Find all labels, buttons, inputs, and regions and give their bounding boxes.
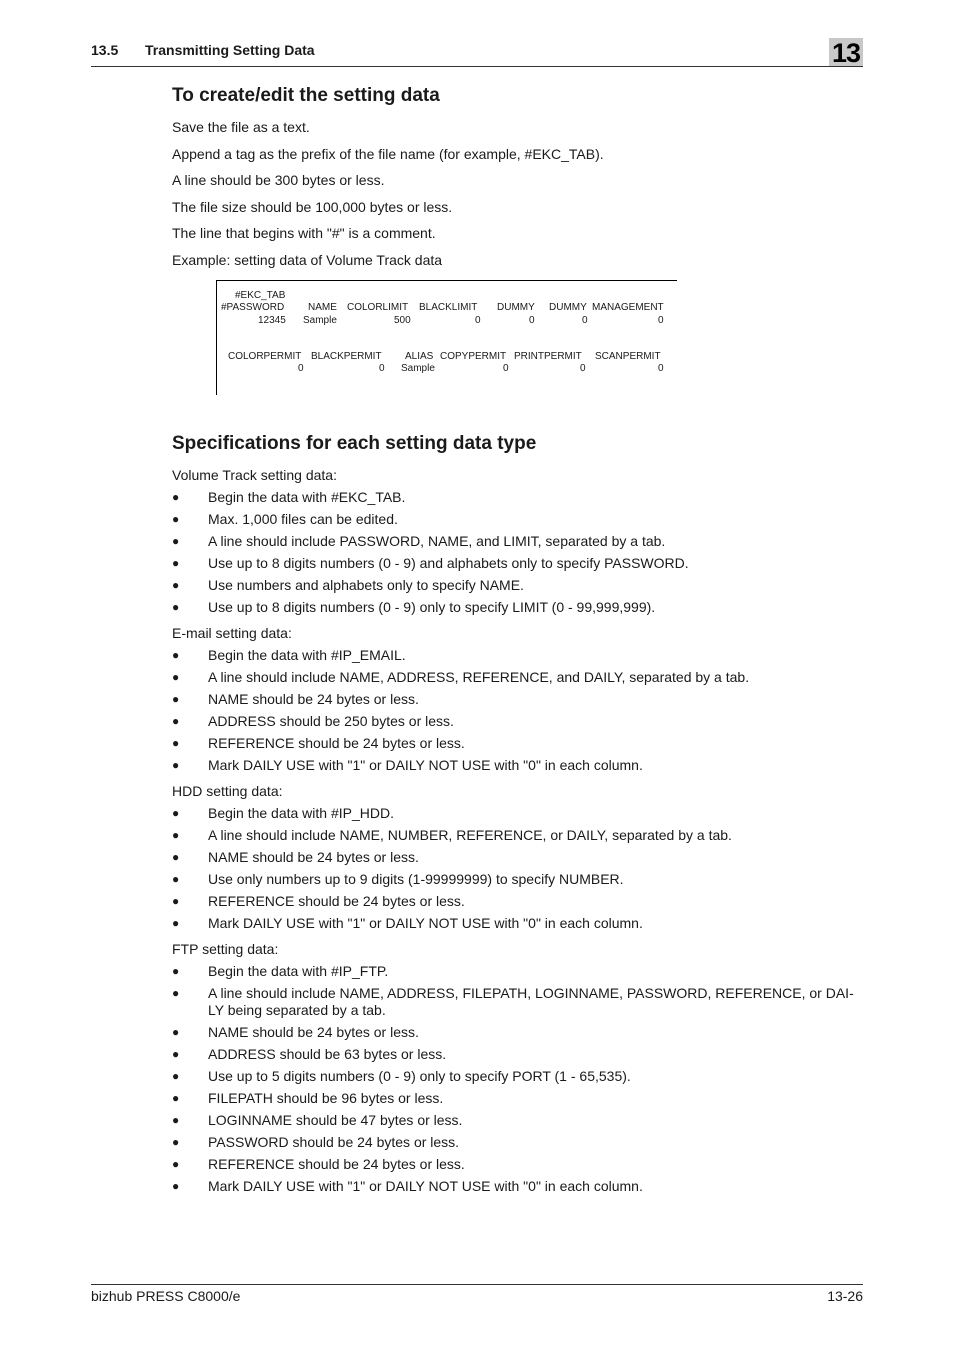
list-item [172, 669, 864, 686]
list-item-text: Max. 1,000 files can be edited. [208, 510, 398, 527]
spec-group-title: HDD setting data: [172, 782, 283, 799]
list-item [172, 647, 864, 664]
list-item [172, 1024, 864, 1041]
paragraph: Example: setting data of Volume Track data [172, 251, 443, 268]
bullet-icon: ● [172, 577, 180, 592]
figure-header: COPYPERMIT [440, 350, 507, 362]
list-item [172, 1178, 864, 1195]
figure-value: 0 [475, 314, 481, 326]
list-item [172, 533, 864, 550]
product-name: bizhub PRESS C8000/e [91, 1288, 241, 1304]
figure-value: 0 [582, 314, 588, 326]
bullet-icon: ● [172, 691, 180, 706]
spec-list [172, 805, 864, 932]
figure-value: 0 [658, 362, 664, 374]
list-item-text: REFERENCE should be 24 bytes or less. [208, 892, 465, 909]
main-content [172, 84, 864, 1204]
list-item-text: ADDRESS should be 250 bytes or less. [208, 712, 454, 729]
list-item [172, 757, 864, 774]
list-item [172, 489, 864, 506]
list-item [172, 963, 864, 980]
bullet-icon: ● [172, 963, 180, 978]
spec-group-title: FTP setting data: [172, 940, 279, 957]
page-number: 13-26 [827, 1288, 863, 1304]
figure-header: COLORPERMIT [228, 350, 302, 362]
list-item [172, 735, 864, 752]
bullet-icon: ● [172, 1090, 180, 1105]
bullet-icon: ● [172, 985, 180, 1000]
bullet-icon: ● [172, 915, 180, 930]
section-title: Transmitting Setting Data [145, 42, 315, 58]
figure-header: DUMMY [497, 301, 535, 313]
bullet-icon: ● [172, 599, 180, 614]
figure-value: 12345 [258, 314, 286, 326]
list-item-text: FILEPATH should be 96 bytes or less. [208, 1089, 444, 1106]
figure-value: Sample [303, 314, 337, 326]
figure-header: MANAGEMENT [592, 301, 664, 313]
bullet-icon: ● [172, 489, 180, 504]
bullet-icon: ● [172, 871, 180, 886]
spec-group-title: E-mail setting data: [172, 624, 292, 641]
figure-value: 0 [379, 362, 385, 374]
list-item-text: Begin the data with #IP_HDD. [208, 804, 394, 821]
bullet-icon: ● [172, 511, 180, 526]
paragraph: Save the file as a text. [172, 119, 310, 135]
bullet-icon: ● [172, 1024, 180, 1039]
paragraph: Append a tag as the prefix of the file name (for example, #EKC_TAB). [172, 145, 604, 162]
section-number: 13.5 [91, 42, 119, 58]
paragraph: The file size should be 100,000 bytes or less. [172, 198, 453, 215]
list-item-text: Use numbers and alphabets only to specify NAME. [208, 576, 524, 593]
list-item-text: NAME should be 24 bytes or less. [208, 1023, 419, 1040]
figure-header: ALIAS [405, 350, 434, 362]
figure-value: 0 [503, 362, 509, 374]
list-item [172, 691, 864, 708]
list-item-text: Begin the data with #EKC_TAB. [208, 488, 406, 505]
list-item-text: A line should include PASSWORD, NAME, and LIMIT, separated by a tab. [208, 532, 666, 549]
list-item [172, 915, 864, 932]
figure-value: Sample [401, 362, 435, 374]
figure-header: BLACKPERMIT [311, 350, 382, 362]
bullet-icon: ● [172, 1046, 180, 1061]
list-item-text: A line should include NAME, ADDRESS, FILEPATH, LOGINNAME, PASSWORD, REFERENCE, or DAI-LY being separated by a tab. [208, 984, 854, 1018]
list-item [172, 599, 864, 616]
list-item [172, 1156, 864, 1173]
bullet-icon: ● [172, 893, 180, 908]
list-item-text: PASSWORD should be 24 bytes or less. [208, 1133, 460, 1150]
figure-header: COLORLIMIT [347, 301, 409, 313]
figure-value: 0 [580, 362, 586, 374]
bullet-icon: ● [172, 1068, 180, 1083]
list-item [172, 893, 864, 910]
figure-value: 0 [529, 314, 535, 326]
bullet-icon: ● [172, 1134, 180, 1149]
figure-value: 0 [658, 314, 664, 326]
spec-list [172, 647, 864, 774]
list-item-text: Mark DAILY USE with "1" or DAILY NOT USE with "0" in each column. [208, 756, 643, 773]
figure-header: #PASSWORD [221, 301, 285, 313]
list-item-text: REFERENCE should be 24 bytes or less. [208, 1155, 465, 1172]
spec-list [172, 963, 864, 1195]
figure-header: DUMMY [549, 301, 587, 313]
figure-header: PRINTPERMIT [514, 350, 582, 362]
list-item-text: NAME should be 24 bytes or less. [208, 690, 419, 707]
bullet-icon: ● [172, 735, 180, 750]
paragraph: The line that begins with "#" is a comment. [172, 225, 436, 241]
list-item [172, 555, 864, 572]
list-item [172, 805, 864, 822]
bullet-icon: ● [172, 713, 180, 728]
list-item [172, 871, 864, 888]
list-item-text: ADDRESS should be 63 bytes or less. [208, 1045, 447, 1062]
bullet-icon: ● [172, 757, 180, 772]
list-item [172, 1134, 864, 1151]
list-item-text: A line should include NAME, NUMBER, REFERENCE, or DAILY, separated by a tab. [208, 826, 732, 843]
list-item-text: Use up to 5 digits numbers (0 - 9) only to specify PORT (1 - 65,535). [208, 1067, 631, 1084]
list-item-text: A line should include NAME, ADDRESS, REFERENCE, and DAILY, separated by a tab. [208, 668, 750, 685]
page-header [91, 40, 863, 67]
figure-tag: #EKC_TAB [235, 289, 286, 301]
bullet-icon: ● [172, 533, 180, 548]
list-item-text: Use only numbers up to 9 digits (1-99999999) to specify NUMBER. [208, 870, 624, 887]
bullet-icon: ● [172, 669, 180, 684]
list-item [172, 713, 864, 730]
list-item [172, 1090, 864, 1107]
figure-border-top [217, 280, 677, 281]
list-item [172, 1112, 864, 1129]
list-item-text: Begin the data with #IP_EMAIL. [208, 646, 406, 663]
list-item [172, 985, 864, 1019]
bullet-icon: ● [172, 827, 180, 842]
figure-header: NAME [308, 301, 337, 313]
bullet-icon: ● [172, 1112, 180, 1127]
list-item-text: REFERENCE should be 24 bytes or less. [208, 734, 465, 751]
list-item-text: Begin the data with #IP_FTP. [208, 962, 389, 979]
spec-group-title: Volume Track setting data: [172, 466, 337, 483]
list-item [172, 827, 864, 844]
bullet-icon: ● [172, 1156, 180, 1171]
list-item-text: Use up to 8 digits numbers (0 - 9) and alphabets only to specify PASSWORD. [208, 554, 689, 571]
list-item [172, 1046, 864, 1063]
list-item [172, 577, 864, 594]
specification-groups [172, 467, 864, 1195]
bullet-icon: ● [172, 647, 180, 662]
page-footer [91, 1284, 863, 1311]
figure-value: 0 [298, 362, 304, 374]
list-item [172, 1068, 864, 1085]
bullet-icon: ● [172, 849, 180, 864]
figure-header: SCANPERMIT [595, 350, 661, 362]
figure-border-left [216, 280, 217, 395]
specifications-heading: Specifications for each setting data type [172, 432, 537, 454]
bullet-icon: ● [172, 1178, 180, 1193]
list-item-text: Use up to 8 digits numbers (0 - 9) only to specify LIMIT (0 - 99,999,999). [208, 598, 656, 615]
list-item [172, 849, 864, 866]
chapter-number-badge: 13 [829, 38, 863, 66]
list-item-text: Mark DAILY USE with "1" or DAILY NOT USE with "0" in each column. [208, 1177, 643, 1194]
figure-value: 500 [394, 314, 411, 326]
spec-list [172, 489, 864, 616]
list-item [172, 511, 864, 528]
list-item-text: NAME should be 24 bytes or less. [208, 848, 419, 865]
figure-header: BLACKLIMIT [419, 301, 478, 313]
bullet-icon: ● [172, 805, 180, 820]
bullet-icon: ● [172, 555, 180, 570]
list-item-text: Mark DAILY USE with "1" or DAILY NOT USE with "0" in each column. [208, 914, 643, 931]
create-edit-heading: To create/edit the setting data [172, 85, 440, 106]
paragraph: A line should be 300 bytes or less. [172, 172, 385, 188]
list-item-text: LOGINNAME should be 47 bytes or less. [208, 1111, 463, 1128]
example-data-figure [216, 280, 677, 396]
